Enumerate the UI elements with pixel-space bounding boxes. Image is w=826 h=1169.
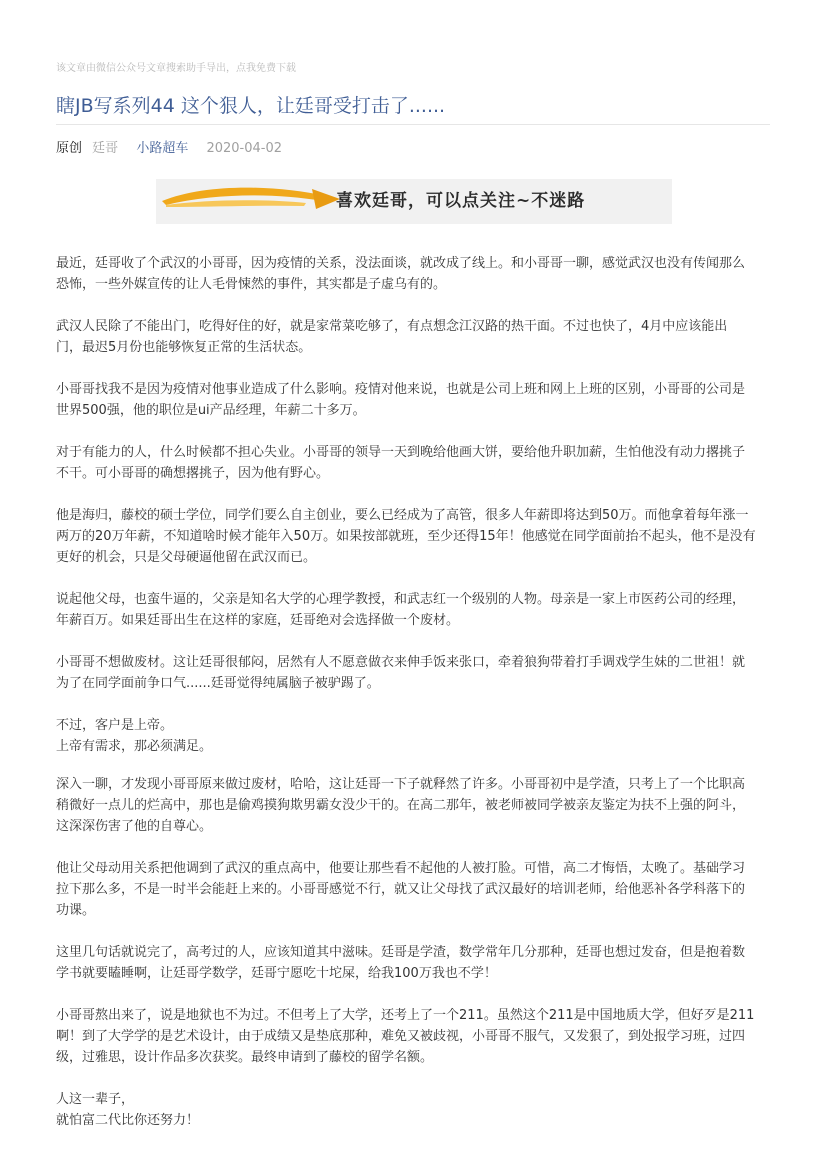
paragraph bbox=[56, 316, 770, 358]
text-line: 最近，廷哥收了个武汉的小哥哥，因为疫情的关系，没法面谈，就改成了线上。和小哥哥一聊，感觉武汉也没有传闻那么 bbox=[56, 256, 746, 271]
text-line: 深入一聊，才发现小哥哥原来做过废材，哈哈，这让廷哥一下子就释然了许多。小哥哥初中是学渣，只考上了一个比职高 bbox=[56, 777, 746, 792]
paragraph bbox=[56, 1089, 770, 1131]
paragraph bbox=[56, 379, 770, 421]
text-line: 两万的20万年薪，不知道啥时候才能年入50万。如果按部就班，至少还得15年！他感觉在同学面前抬不起头，他不是没有 bbox=[56, 529, 756, 544]
text-line: 这里几句话就说完了，高考过的人，应该知道其中滋味。廷哥是学渣，数学常年几分那种，廷哥也想过发奋，但是抱着数 bbox=[56, 945, 746, 960]
publish-date: 2020-04-02 bbox=[206, 141, 283, 156]
paragraph bbox=[56, 505, 770, 568]
text-line: 更好的机会，只是父母硬逼他留在武汉而已。 bbox=[56, 550, 317, 565]
text-line: 说起他父母，也蛮牛逼的，父亲是知名大学的心理学教授，和武志红一个级别的人物。母亲是一家上市医药公司的经理， bbox=[56, 592, 746, 607]
export-notice-link[interactable]: 该文章由微信公众号文章搜索助手导出，点我免费下载 bbox=[56, 63, 296, 74]
account-name-link[interactable]: 小路超车 bbox=[136, 141, 189, 156]
text-line: 不干。可小哥哥的确想撂挑子，因为他有野心。 bbox=[56, 466, 330, 481]
text-line: 就怕富二代比你还努力！ bbox=[56, 1113, 200, 1128]
text-line: 他是海归，藤校的硕士学位，同学们要么自主创业，要么已经成为了高管，很多人年薪即将达到50万。而他拿着每年涨一 bbox=[56, 508, 749, 523]
text-line: 稍微好一点儿的烂高中，那也是偷鸡摸狗欺男霸女没少干的。在高二那年，被老师被同学被亲友鉴定为扶不上强的阿斗， bbox=[56, 798, 746, 813]
text-line: 小哥哥找我不是因为疫情对他事业造成了什么影响。疫情对他来说，也就是公司上班和网上上班的区别，小哥哥的公司是 bbox=[56, 382, 746, 397]
text-line: 不过，客户是上帝。 bbox=[56, 718, 174, 733]
follow-banner bbox=[156, 179, 672, 224]
paragraph bbox=[56, 589, 770, 631]
text-line: 年薪百万。如果廷哥出生在这样的家庭，廷哥绝对会选择做一个废材。 bbox=[56, 613, 460, 628]
text-line: 武汉人民除了不能出门，吃得好住的好，就是家常菜吃够了，有点想念江汉路的热干面。不过也快了，4月中应该能出 bbox=[56, 319, 728, 334]
paragraph bbox=[56, 442, 770, 484]
text-line: 他让父母动用关系把他调到了武汉的重点高中，他要让那些看不起他的人被打脸。可惜，高二才悔悟，太晚了。基础学习 bbox=[56, 861, 746, 876]
text-line: 拉下那么多，不是一时半会能赶上来的。小哥哥感觉不行，就又让父母找了武汉最好的培训老师，给他恶补各学科落下的 bbox=[56, 882, 746, 897]
article-title: 瞎JB写系列44 这个狠人，让廷哥受打击了...... bbox=[56, 95, 446, 117]
text-line: 学书就要瞌睡啊，让廷哥学数学，廷哥宁愿吃十坨屎，给我100万我也不学！ bbox=[56, 966, 497, 981]
text-line: 功课。 bbox=[56, 903, 96, 918]
paragraph bbox=[56, 858, 770, 921]
text-line: 世界500强，他的职位是ui产品经理，年薪二十多万。 bbox=[56, 403, 366, 418]
original-tag: 原创 bbox=[56, 141, 83, 156]
text-line: 恐怖，一些外媒宣传的让人毛骨悚然的事件，其实都是子虚乌有的。 bbox=[56, 277, 447, 292]
author-name: 廷哥 bbox=[92, 141, 119, 156]
text-line: 人这一辈子， bbox=[56, 1092, 135, 1107]
text-line: 小哥哥不想做废材。这让廷哥很郁闷，居然有人不愿意做衣来伸手饭来张口，牵着狼狗带着打手调戏学生妹的二世祖！就 bbox=[56, 655, 746, 670]
paragraph bbox=[56, 715, 770, 757]
banner-text: 喜欢廷哥，可以点关注~不迷路 bbox=[336, 191, 586, 211]
paragraph bbox=[56, 942, 770, 984]
paragraph bbox=[56, 253, 770, 295]
title-divider bbox=[56, 124, 770, 125]
paragraph bbox=[56, 652, 770, 694]
text-line: 级，过雅思，设计作品多次获奖。最终申请到了藤校的留学名额。 bbox=[56, 1050, 434, 1065]
text-line: 门，最迟5月份也能够恢复正常的生活状态。 bbox=[56, 340, 312, 355]
text-line: 对于有能力的人，什么时候都不担心失业。小哥哥的领导一天到晚给他画大饼，要给他升职加薪，生怕他没有动力撂挑子 bbox=[56, 445, 746, 460]
article-meta bbox=[56, 140, 292, 158]
text-line: 上帝有需求，那必须满足。 bbox=[56, 739, 213, 754]
text-line: 啊！到了大学学的是艺术设计，由于成绩又是垫底那种，难免又被歧视，小哥哥不服气，又发狠了，到处报学习班，过四 bbox=[56, 1029, 746, 1044]
paragraph bbox=[56, 1005, 770, 1068]
text-line: 这深深伤害了他的自尊心。 bbox=[56, 819, 213, 834]
paragraph bbox=[56, 774, 770, 837]
text-line: 为了在同学面前争口气......廷哥觉得纯属脑子被驴踢了。 bbox=[56, 676, 380, 691]
text-line: 小哥哥熬出来了，说是地狱也不为过。不但考上了大学，还考上了一个211。虽然这个211是中国地质大学，但好歹是211 bbox=[56, 1008, 755, 1023]
